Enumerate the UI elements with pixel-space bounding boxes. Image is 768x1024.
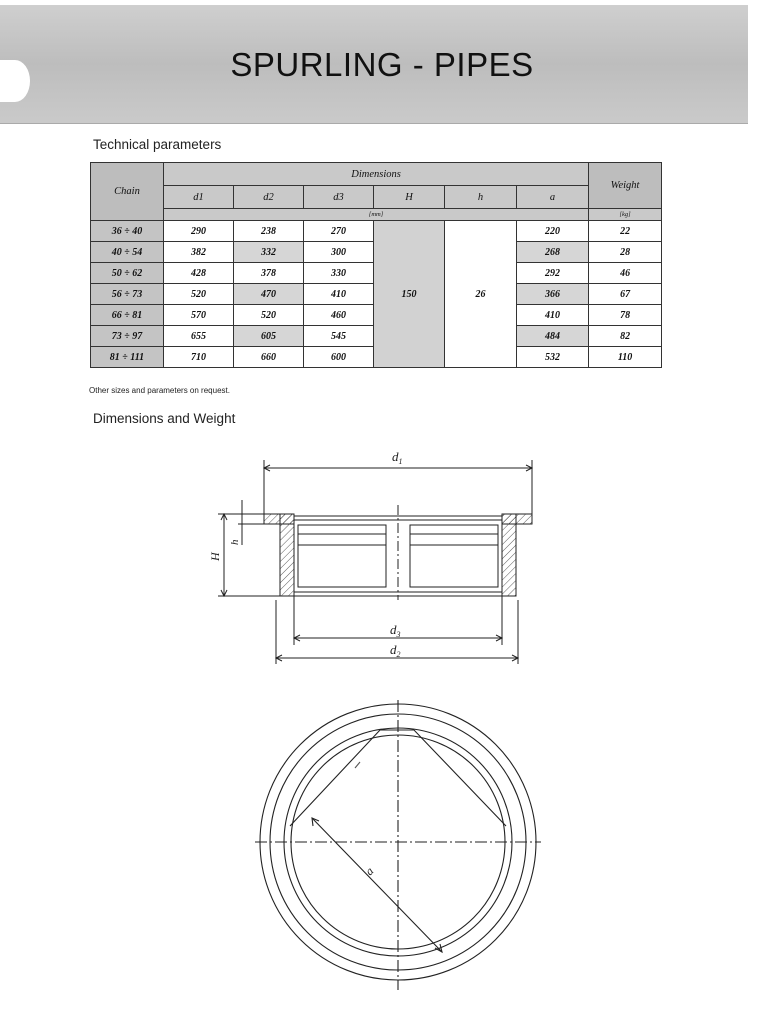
cell-a: 220: [517, 221, 589, 242]
header-d3: d3: [304, 186, 374, 209]
cell-a: 410: [517, 305, 589, 326]
cell-a: 366: [517, 284, 589, 305]
cell-d1: 428: [164, 263, 234, 284]
cell-d2: 332: [234, 242, 304, 263]
cell-d1: 655: [164, 326, 234, 347]
left-wall: [280, 514, 294, 596]
cell-a: 484: [517, 326, 589, 347]
cell-d2: 605: [234, 326, 304, 347]
cell-weight: 110: [589, 347, 662, 368]
cell-weight: 46: [589, 263, 662, 284]
unit-dimensions: [mm]: [164, 209, 589, 221]
header-h: h: [445, 186, 517, 209]
cell-d3: 410: [304, 284, 374, 305]
cell-d3: 460: [304, 305, 374, 326]
cell-d2: 520: [234, 305, 304, 326]
cell-weight: 28: [589, 242, 662, 263]
cell-a: 268: [517, 242, 589, 263]
cell-d3: 330: [304, 263, 374, 284]
cell-chain: 66 ÷ 81: [91, 305, 164, 326]
cell-chain: 73 ÷ 97: [91, 326, 164, 347]
section-view: [218, 460, 532, 664]
cell-chain: 50 ÷ 62: [91, 263, 164, 284]
technical-parameters-heading: Technical parameters: [93, 137, 222, 152]
unit-weight: [kg]: [589, 209, 662, 221]
label-d3: $d_3$: [390, 622, 401, 639]
header-a: a: [517, 186, 589, 209]
header-chain: Chain: [91, 163, 164, 221]
cell-chain: 40 ÷ 54: [91, 242, 164, 263]
right-wall: [502, 514, 516, 596]
cell-d1: 570: [164, 305, 234, 326]
cell-d1: 520: [164, 284, 234, 305]
header-weight: Weight: [589, 163, 662, 209]
label-a: a: [362, 863, 377, 879]
cell-d3: 270: [304, 221, 374, 242]
cell-h-merged: 26: [445, 221, 517, 368]
cell-d1: 290: [164, 221, 234, 242]
cell-d2: 660: [234, 347, 304, 368]
footnote: Other sizes and parameters on request.: [89, 386, 230, 395]
plan-view: [255, 700, 541, 990]
cell-weight: 78: [589, 305, 662, 326]
cell-a: 292: [517, 263, 589, 284]
header-H: H: [374, 186, 445, 209]
dimensions-weight-heading: Dimensions and Weight: [93, 411, 236, 426]
label-h: h: [229, 539, 241, 545]
label-d1: $d_1$: [392, 449, 403, 466]
page-title: SPURLING - PIPES: [230, 46, 534, 83]
cell-chain: 56 ÷ 73: [91, 284, 164, 305]
cell-d3: 600: [304, 347, 374, 368]
cell-d3: 300: [304, 242, 374, 263]
cell-d1: 710: [164, 347, 234, 368]
label-H: H: [208, 552, 222, 561]
header-d1: d1: [164, 186, 234, 209]
cell-d2: 238: [234, 221, 304, 242]
cell-chain: 36 ÷ 40: [91, 221, 164, 242]
cell-d1: 382: [164, 242, 234, 263]
cell-weight: 22: [589, 221, 662, 242]
cell-chain: 81 ÷ 111: [91, 347, 164, 368]
cell-H-merged: 150: [374, 221, 445, 368]
header-dimensions: Dimensions: [164, 163, 589, 186]
cell-a: 532: [517, 347, 589, 368]
cell-d2: 378: [234, 263, 304, 284]
header-d2: d2: [234, 186, 304, 209]
cell-d3: 545: [304, 326, 374, 347]
cell-d2: 470: [234, 284, 304, 305]
cell-weight: 67: [589, 284, 662, 305]
label-d2: $d_2$: [390, 642, 401, 659]
a-dimension-line: [312, 818, 442, 952]
cell-weight: 82: [589, 326, 662, 347]
